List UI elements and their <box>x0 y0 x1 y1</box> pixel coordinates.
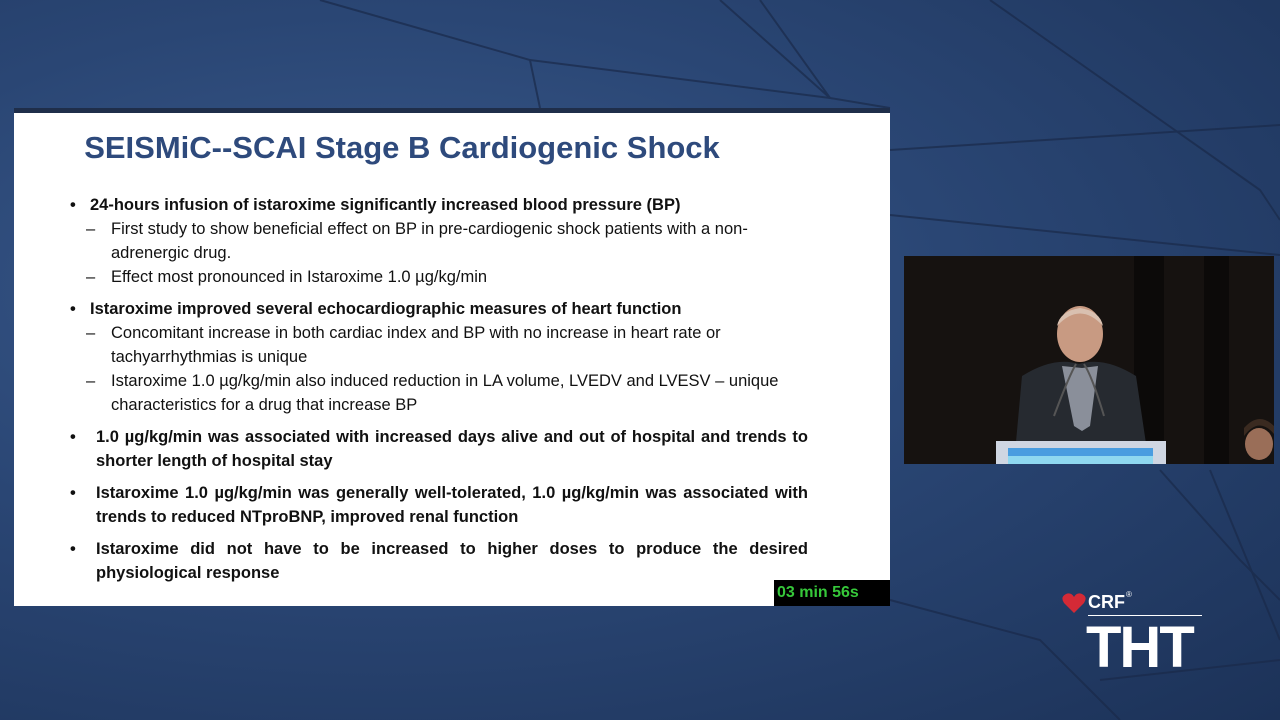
sub-bullet-item: – Concomitant increase in both cardiac index and BP with no increase in heart rate or tachyarrhythmias is unique <box>68 321 808 369</box>
sub-bullet-item: – Effect most pronounced in Istaroxime 1.0 µg/kg/min <box>68 265 808 289</box>
crf-tht-logo <box>1062 590 1212 680</box>
bullet-item: • Istaroxime 1.0 µg/kg/min was generally well-tolerated, 1.0 µg/kg/min was associated with trends to reduced NTproBNP, improved renal function <box>68 481 808 529</box>
sub-bullet-item: – First study to show beneficial effect on BP in pre-cardiogenic shock patients with a non-adrenergic drug. <box>68 217 808 265</box>
presentation-slide <box>14 113 890 606</box>
tht-logo-text: THT <box>1086 615 1193 680</box>
bullet-item: • Istaroxime did not have to be increased to higher doses to produce the desired physiological response <box>68 537 808 585</box>
slide-title: SEISMiC--SCAI Stage B Cardiogenic Shock <box>84 130 720 165</box>
sub-bullet-item: – Istaroxime 1.0 µg/kg/min also induced reduction in LA volume, LVEDV and LVESV – unique characteristics for a drug that increase BP <box>68 369 808 417</box>
heart-icon <box>1062 592 1086 614</box>
bullet-item: • 24-hours infusion of istaroxime significantly increased blood pressure (BP) <box>68 193 808 217</box>
speaker-video-feed <box>904 256 1274 464</box>
crf-logo-text: CRF <box>1088 592 1125 612</box>
registered-mark: ® <box>1126 590 1132 599</box>
bullet-list <box>68 189 808 585</box>
speaker-video-image <box>904 256 1274 464</box>
bullet-item: • Istaroxime improved several echocardiographic measures of heart function <box>68 297 808 321</box>
countdown-timer: 03 min 56s <box>774 580 890 606</box>
bullet-item: • 1.0 µg/kg/min was associated with increased days alive and out of hospital and trends to shorter length of hospital stay <box>68 425 808 473</box>
